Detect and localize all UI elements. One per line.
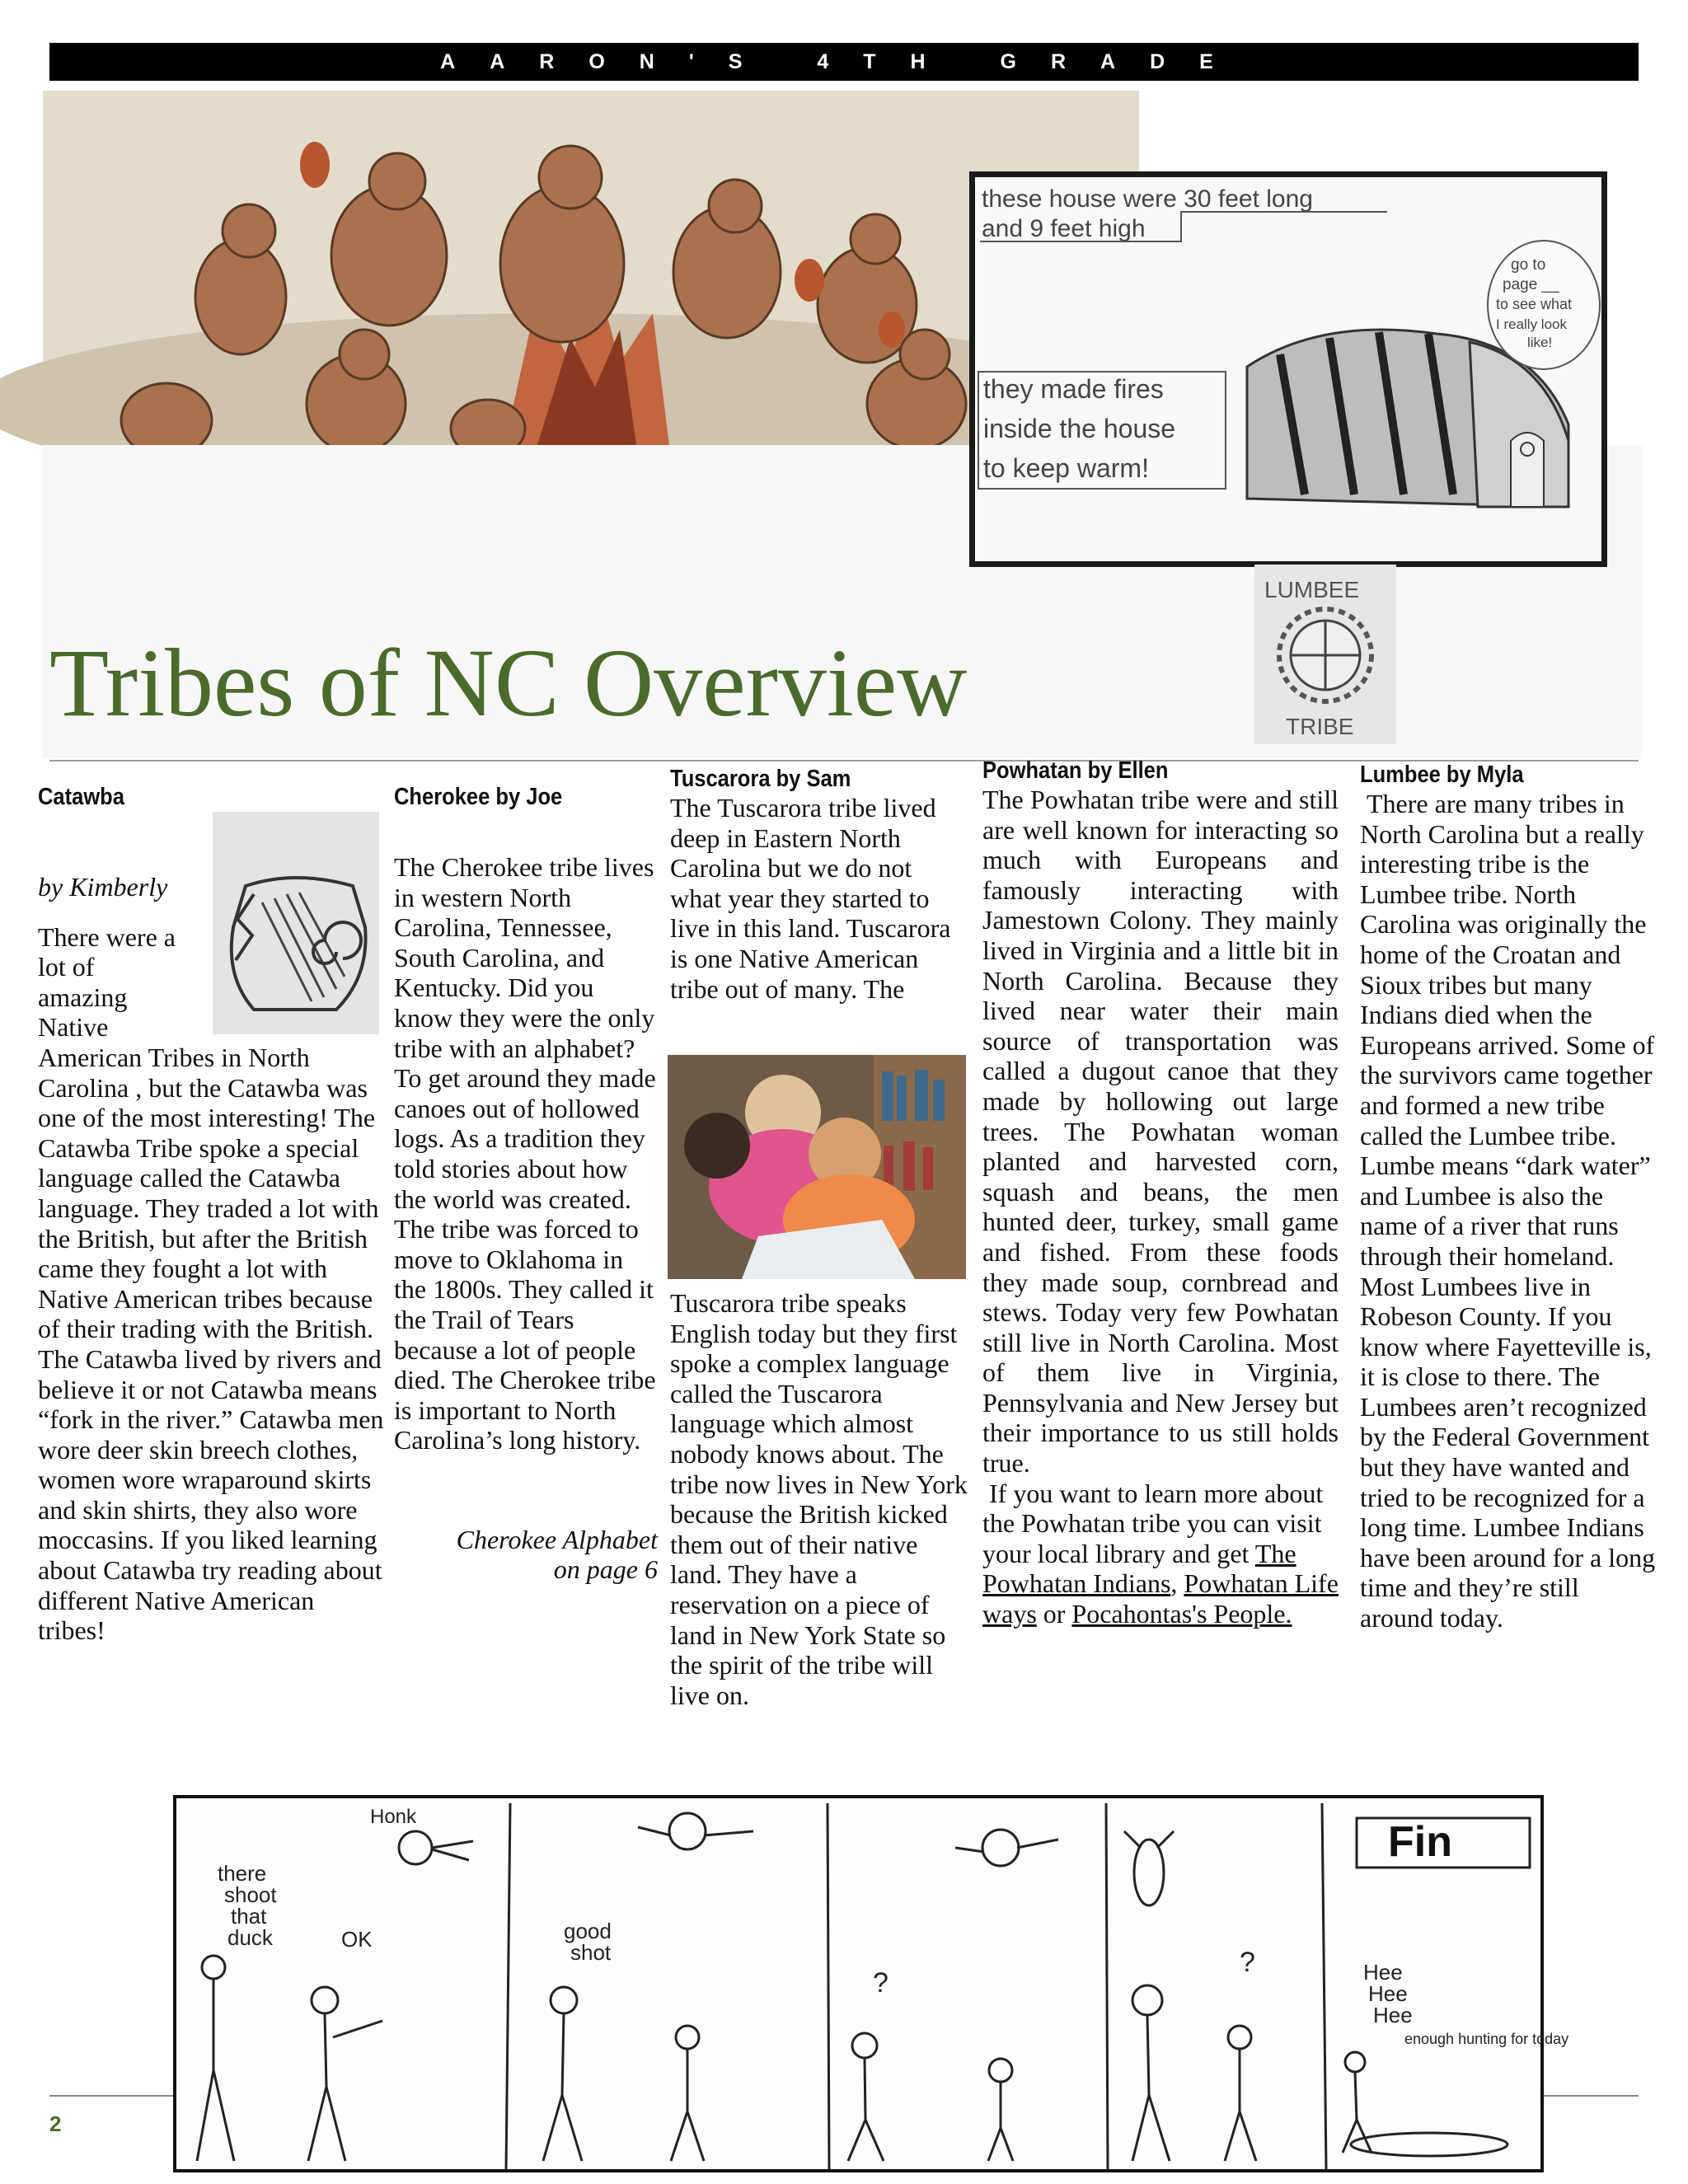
tuscarora-article — [670, 765, 968, 1004]
bubble-line-2: page __ — [1503, 276, 1559, 293]
comic-p5-laugh-2: Hee — [1368, 1981, 1408, 2006]
house-caption-side-3: to keep warm! — [983, 453, 1149, 483]
house-caption-top-1: these house were 30 feet long — [982, 185, 1313, 213]
pottery-drawing — [213, 812, 379, 1034]
seal-top-text: LUMBEE — [1264, 577, 1360, 602]
tuscarora-article-continued — [670, 1288, 968, 1710]
book-link-pocahontas-people[interactable]: Pocahontas's People. — [1071, 1599, 1292, 1629]
longhouse-drawing — [969, 171, 1607, 567]
house-caption-side-2: inside the house — [983, 414, 1176, 443]
comic-p1-speech-2: shoot — [224, 1882, 277, 1907]
students-photo-art — [668, 1055, 966, 1279]
bubble-line-5: like! — [1527, 335, 1553, 350]
catawba-intro-3: amazing — [38, 982, 128, 1012]
cherokee-body: The Cherokee tribe lives in western North Carolina, Tennessee, South Carolina, and Kentucky. Did you know they were the only tribe with an alphabet? To get around they made canoes out of hollowed logs. As a tradition they told stories about how the world was created. The tribe was forced to move to Oklahoma in the 1800s. They called it the Trail of Tears because a lot of people died. The Cherokee tribe is important to North Carolina’s long history. — [394, 852, 656, 1455]
powhatan-article — [982, 757, 1339, 1629]
book-separator-comma: , — [1170, 1568, 1178, 1599]
catawba-body: American Tribes in North Carolina , but the Catawba was one of the most interesting! The Catawba Tribe spoke a special language called the Catawba language. They traded a lot with the British, but after the British came they fought a lot with Native American tribes because of their trading with the British. The Catawba lived by rivers and believe it or not Catawba means “fork in the river.” Catawba men wore deer skin breech clothes, women wore wraparound skirts and skin shirts, they also wore moccasins. If you liked learning about Catawba try reading about different Native American tribes! — [38, 1042, 384, 1646]
catawba-intro-4: Native — [38, 1012, 109, 1043]
comic-p1-honk: Honk — [370, 1806, 417, 1828]
book-link-powhatan-life-ways[interactable]: Powhatan Life ways — [982, 1568, 1339, 1629]
seal-sketch — [1254, 565, 1396, 744]
catawba-intro-2: lot of — [38, 952, 95, 982]
duck-hunt-comic-strip — [173, 1795, 1569, 2172]
book-separator-or: or — [1043, 1599, 1066, 1629]
lumbee-body: There are many tribes in North Carolina but a really interesting tribe is the Lumbee tribe. North Carolina was originally the home of the Croatan and Sioux tribes but many Indians died when the Europeans arrived. Some of the survivors came together and formed a new tribe called the Lumbee tribe. Lumbe means “dark water” and Lumbee is also the name of a river that runs through their homeland. Most Lumbees live in Robeson County. If you know where Fayetteville is, it is close to there. The Lumbees aren’t recognized by the Federal Government but they have wanted and tried to be recognized for a long time. Lumbee Indians have been around for a long time and they’re still around today. — [1360, 789, 1656, 1633]
bubble-line-4: I really look — [1496, 316, 1567, 332]
cherokee-article — [394, 783, 658, 1585]
comic-p5-fin: Fin — [1388, 1818, 1452, 1866]
footer-divider-left — [49, 2095, 173, 2097]
catawba-pottery-sketch — [213, 812, 379, 1034]
comic-drawing — [176, 1798, 1569, 2169]
house-caption-top-2: and 9 feet high — [982, 215, 1146, 242]
lumbee-heading: Lumbee by Myla — [1360, 762, 1524, 788]
comic-p2-speech-2: shot — [570, 1940, 612, 1965]
comic-p1-speech-3: that — [231, 1904, 267, 1929]
longhouse-sketch — [975, 177, 1601, 561]
powhatan-heading: Powhatan by Ellen — [982, 757, 1169, 784]
catawba-byline: by Kimberly — [38, 872, 168, 902]
house-caption-side-1: they made fires — [983, 374, 1164, 404]
comic-p1-ok: OK — [341, 1927, 373, 1952]
powhatan-more-intro: If you want to learn more about the Powhatan tribe you can visit your local library and get — [982, 1478, 1324, 1568]
lumbee-tribe-seal — [1254, 565, 1396, 744]
catawba-heading: Catawba — [38, 784, 124, 810]
comic-p1-speech-4: duck — [227, 1925, 273, 1950]
students-reading-photo — [668, 1055, 966, 1279]
page-number: 2 — [49, 2111, 62, 2136]
page-title: Tribes of NC Overview — [49, 629, 968, 737]
comic-p3-question: ? — [873, 1967, 889, 1999]
lumbee-article — [1360, 761, 1657, 1633]
footer-divider-right — [1544, 2095, 1639, 2097]
comic-p4-question: ? — [1240, 1947, 1255, 1978]
comic-p5-laugh-3: Hee — [1373, 2003, 1413, 2027]
bubble-line-3: to see what — [1496, 296, 1573, 312]
comic-p5-laugh-1: Hee — [1363, 1960, 1403, 1985]
tuscarora-heading: Tuscarora by Sam — [670, 766, 851, 792]
seal-bottom-text: TRIBE — [1286, 714, 1354, 739]
cherokee-heading: Cherokee by Joe — [394, 784, 563, 810]
header-banner: AARON'S 4TH GRADE — [49, 43, 1639, 81]
catawba-intro-1: There were a — [38, 921, 176, 952]
bubble-line-1: go to — [1511, 256, 1546, 274]
tuscarora-body-part2: Tuscarora tribe speaks English today but they first spoke a complex language called the Tuscarora language which almost nobody knows about. The tribe now lives in New York because the British kicked them out of their native land. They have a reservation on a piece of land in New York State so the spirit of the tribe will live on. — [670, 1288, 968, 1710]
cherokee-alphabet-note: Cherokee Alphabet — [456, 1524, 658, 1554]
cherokee-alphabet-page: on page 6 — [553, 1554, 658, 1585]
book-link-powhatan-indians[interactable]: The Powhatan Indians — [982, 1538, 1296, 1599]
comic-p2-speech-1: good — [564, 1919, 612, 1943]
powhatan-body: The Powhatan tribe were and still are well known for interacting so much with Europeans and famously interacting with Jamestown Colony. They mainly lived in Virginia and a little bit in North Carolina. Because they lived near water their main source of transportation was called a dugout canoe that they made by hollowing out large trees. The Powhatan woman planted and harvested corn, squash and beans, the men hunted deer, turkey, small game and fished. From these foods they made soup, cornbread and stews. Today very few Powhatan still live in North Carolina. Most of them live in Virginia, Pennsylvania and New Jersey but their importance to us still holds true. — [982, 785, 1339, 1479]
comic-p5-enough: enough hunting for today — [1404, 2031, 1569, 2047]
tuscarora-body-part1: The Tuscarora tribe lived deep in Eastern North Carolina but we do not what year they started to live in this land. Tuscarora is one Native American tribe out of many. The — [670, 793, 951, 1004]
comic-p1-speech-1: there — [218, 1861, 267, 1886]
